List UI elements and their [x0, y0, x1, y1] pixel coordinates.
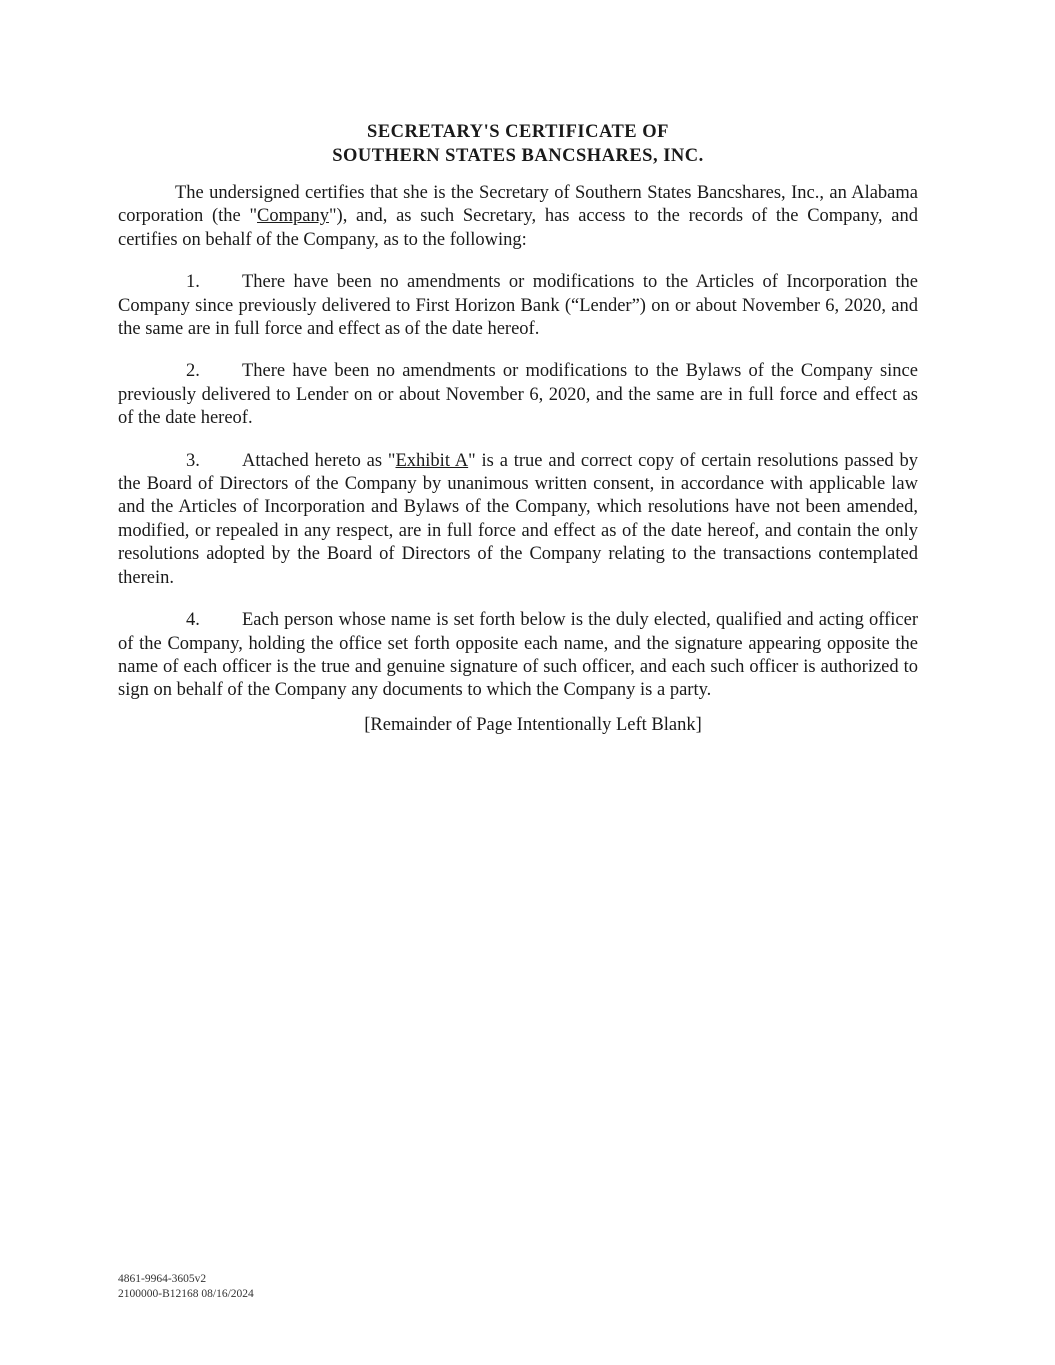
paragraph-number: 4.	[186, 610, 200, 631]
paragraph-number: 2.	[186, 361, 200, 382]
paragraph-number: 3.	[186, 450, 200, 471]
intro-text-before: The undersigned certifies that she is the Secretary of Southern States Bancshares, Inc., an Alabama corporation (the "	[118, 183, 918, 227]
footer-doc-id: 4861-9964-3605v2	[118, 1273, 207, 1285]
exhibit-a-reference: Exhibit A	[395, 450, 469, 471]
paragraph-number: 1.	[186, 272, 200, 293]
paragraph-text: Each person whose name is set forth below is the duly elected, qualified and acting officer of the Company, holding the office set forth opposite each name, and the signature appearing opposite the name of each officer is the true and genuine signature of such officer, and each such officer is authorized to sign on behalf of the Company any documents to which the Company is a party.	[118, 610, 918, 701]
footer-ref: 2100000-B12168 08/16/2024	[118, 1288, 254, 1300]
paragraph-text-before: Attached hereto as "	[242, 450, 396, 471]
paragraph-text: There have been no amendments or modifications to the Bylaws of the Company since previously delivered to Lender on or about November 6, 2020, and the same are in full force and effect as of the date hereof.	[118, 361, 918, 429]
numbered-paragraph-2	[118, 360, 918, 430]
title-line-1: SECRETARY'S CERTIFICATE OF	[367, 122, 669, 142]
document-footer	[118, 1272, 254, 1302]
intro-paragraph	[118, 182, 918, 252]
paragraph-text: There have been no amendments or modifications to the Articles of Incorporation the Company since previously delivered to First Horizon Bank (“Lender”) on or about November 6, 2020, and the same are in full force and effect as of the date hereof.	[118, 272, 918, 340]
document-title	[118, 120, 918, 168]
document-page	[118, 120, 918, 756]
defined-term-company: Company	[257, 206, 329, 227]
paragraph-text-after: " is a true and correct copy of certain resolutions passed by the Board of Directors of the Company by unanimous written consent, in accordance with applicable law and the Articles of Incorporation and Bylaws of the Company, which resolutions have not been amended, modified, or repealed in any respect, are in full force and effect as of the date hereof, and contain the only resolutions adopted by the Board of Directors of the Company relating to the transactions contemplated therein.	[118, 450, 918, 588]
numbered-paragraph-3	[118, 450, 918, 590]
intro-text-after: "), and, as such Secretary, has access to the records of the Company, and certifies on behalf of the Company, as to the following:	[118, 206, 918, 250]
remainder-notice: [Remainder of Page Intentionally Left Blank]	[364, 714, 702, 735]
numbered-paragraph-4	[118, 609, 918, 703]
title-line-2: SOUTHERN STATES BANCSHARES, INC.	[332, 146, 704, 166]
numbered-paragraph-1	[118, 271, 918, 341]
